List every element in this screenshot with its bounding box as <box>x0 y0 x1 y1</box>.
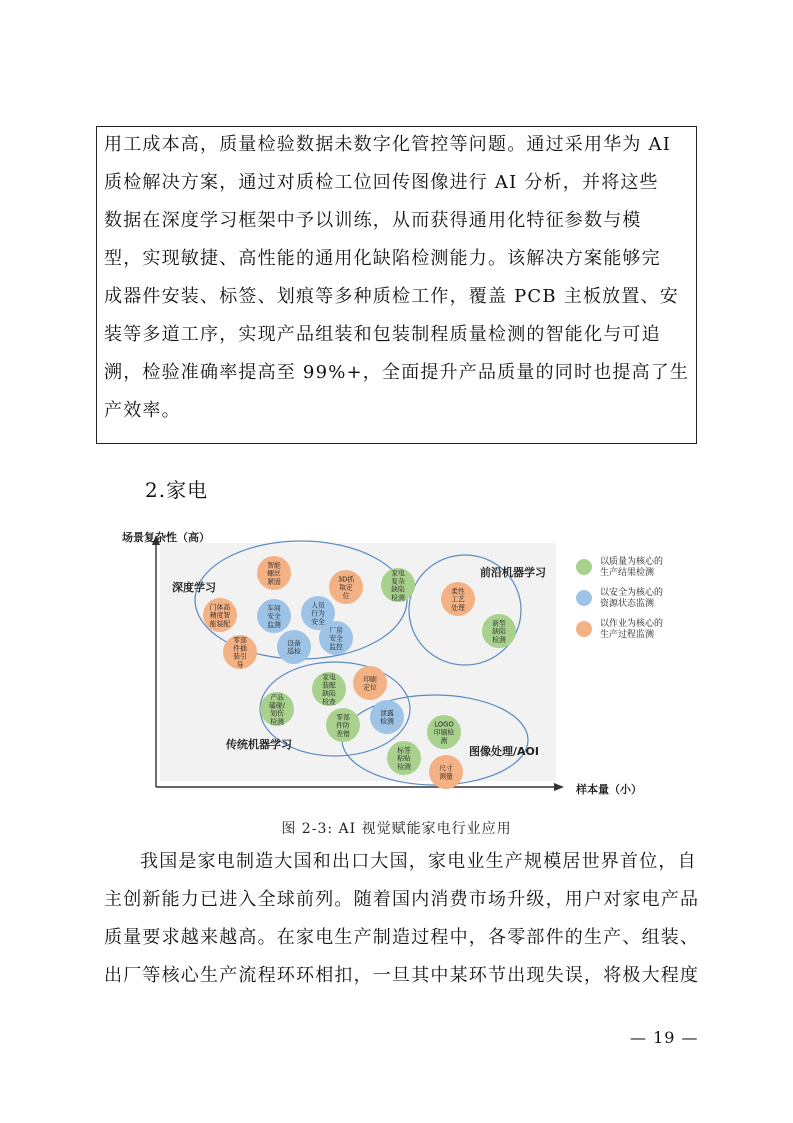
bubble-label: 产品 <box>270 693 284 702</box>
region-label: 传统机器学习 <box>226 738 292 751</box>
legend-label: 资源状态监测 <box>600 599 655 609</box>
bubble-label: 检测 <box>270 717 284 726</box>
bubble-label: 取定 <box>339 583 353 592</box>
legend-label: 生产结果检测 <box>600 568 655 578</box>
bubble-label: 检查 <box>322 697 336 706</box>
bubble-label: 安全 <box>311 617 325 626</box>
bubble-label: 位 <box>342 591 350 600</box>
bubble-label: 粘贴 <box>397 754 411 763</box>
figure-caption: 图 2-3: AI 视觉赋能家电行业应用 <box>281 821 512 837</box>
bubble-label: 处理 <box>451 603 465 612</box>
bubble-label: 安全 <box>329 634 343 643</box>
bubble-label: 家电 <box>322 673 336 682</box>
bubble-label: 新型 <box>492 619 506 628</box>
paragraph-line: 我国是家电制造大国和出口大国，家电业生产规模居世界首位，自 <box>140 851 697 872</box>
paragraph-line: 主创新能力已进入全球前列。随着国内消费市场升级，用户对家电产品 <box>104 889 700 910</box>
bubble-label: 智能 <box>267 561 281 570</box>
box-line: 装等多道工序，实现产品组装和包装制程质量检测的智能化与可追 <box>104 324 661 345</box>
x-axis-arrow <box>554 783 564 791</box>
bubble-label: 巡检 <box>287 647 301 656</box>
ai-vision-figure <box>114 527 702 797</box>
bubble-label: 件防 <box>336 721 350 730</box>
bubble-label: 检测 <box>492 635 506 644</box>
bubble-label: 工艺 <box>451 595 465 604</box>
bubble-label: 复杂 <box>391 577 405 586</box>
bubble-label: 导 <box>236 660 244 669</box>
bubble-label: 缺陷 <box>391 585 405 594</box>
box-line: 质检解决方案，通过对质检工位回传图像进行 AI 分析，并将这些 <box>104 172 659 193</box>
bubble-label: 监测 <box>267 620 281 629</box>
bubble-label: 厂房 <box>329 626 343 635</box>
bubble-label: 精度智 <box>209 611 231 620</box>
legend-label: 以作业为核心的 <box>600 619 664 629</box>
bubble-label: 柔性 <box>451 587 465 596</box>
bubble-label: 家电 <box>391 569 405 578</box>
bubble-label: 检测 <box>380 717 394 726</box>
paragraph-line: 质量要求越来越高。在家电生产制造过程中，各零部件的生产、组装、 <box>104 927 700 948</box>
bubble-label: 装配 <box>322 681 336 690</box>
bubble-label: 零部 <box>233 636 247 645</box>
bubble-label: 划伤 <box>270 709 284 718</box>
section-heading: 2.家电 <box>145 478 209 502</box>
region-label: 深度学习 <box>172 581 216 594</box>
region-label: 图像处理/AOI <box>469 745 539 758</box>
bubble-label: 测 <box>440 736 448 745</box>
bubble-label: 3D抓 <box>337 575 355 584</box>
bubble-label: 人员 <box>311 601 325 610</box>
bubble-label: 尺寸 <box>439 764 453 773</box>
bubble-label: 泄露 <box>380 709 394 718</box>
y-axis-label: 场景复杂性（高） <box>122 531 210 544</box>
bubble-label: 定位 <box>363 683 377 692</box>
bubble-label: 安全 <box>267 612 281 621</box>
box-line: 数据在深度学习框架中予以训练，从而获得通用化特征参数与模 <box>104 210 642 231</box>
bubble-label: 印刷检 <box>433 728 455 737</box>
bubble-label: 印刷 <box>363 675 377 684</box>
legend <box>576 555 663 640</box>
box-line: 溯，检验准确率提高至 99%+，全面提升产品质量的同时也提高了生 <box>104 362 690 383</box>
legend-swatch <box>576 621 592 637</box>
bubble-label: 车间 <box>267 604 281 613</box>
bubble-label: 装引 <box>233 652 247 661</box>
legend-swatch <box>576 590 592 606</box>
box-line: 产效率。 <box>104 400 181 421</box>
legend-swatch <box>576 559 592 575</box>
bubble-label: 差错 <box>336 729 350 738</box>
box-line: 成器件安装、标签、划痕等多种质检工作，覆盖 PCB 主板放置、安 <box>104 286 679 307</box>
bubble-label: 行为 <box>311 609 325 618</box>
bubble-label: 紧固 <box>267 577 281 586</box>
bubble-label: 螺丝 <box>267 569 281 578</box>
bubble-label: 磕碰/ <box>269 701 285 710</box>
bubble-label: 能装配 <box>209 619 231 628</box>
page-number: — 19 — <box>630 1028 699 1047</box>
bubble-label: 缺陷 <box>492 627 506 636</box>
bubble-label: 件插 <box>233 644 247 653</box>
bubble-label: 零部 <box>336 713 350 722</box>
legend-label: 生产过程监测 <box>600 630 655 640</box>
bubble-label: 检测 <box>391 593 405 602</box>
box-line: 型，实现敏捷、高性能的通用化缺陷检测能力。该解决方案能够完 <box>104 248 661 269</box>
legend-label: 以安全为核心的 <box>600 588 664 598</box>
box-line: 用工成本高，质量检验数据未数字化管控等问题。通过采用华为 AI <box>104 134 672 155</box>
bubble-label: 标签 <box>397 746 411 755</box>
bubble-label: LOGO <box>434 720 454 729</box>
bubble-label: 测量 <box>439 772 453 781</box>
x-axis-label: 样本量（小） <box>576 783 642 796</box>
legend-label: 以质量为核心的 <box>600 557 664 567</box>
bubble-label: 设备 <box>287 639 301 648</box>
bubble-label: 门体高 <box>209 603 231 612</box>
bubble-label: 检测 <box>397 762 411 771</box>
bubble-label: 缺陷 <box>322 689 336 698</box>
paragraph-line: 出厂等核心生产流程环环相扣，一旦其中某环节出现失误，将极大程度 <box>104 965 700 986</box>
region-label: 前沿机器学习 <box>480 566 546 579</box>
bubble-label: 监控 <box>329 642 343 651</box>
